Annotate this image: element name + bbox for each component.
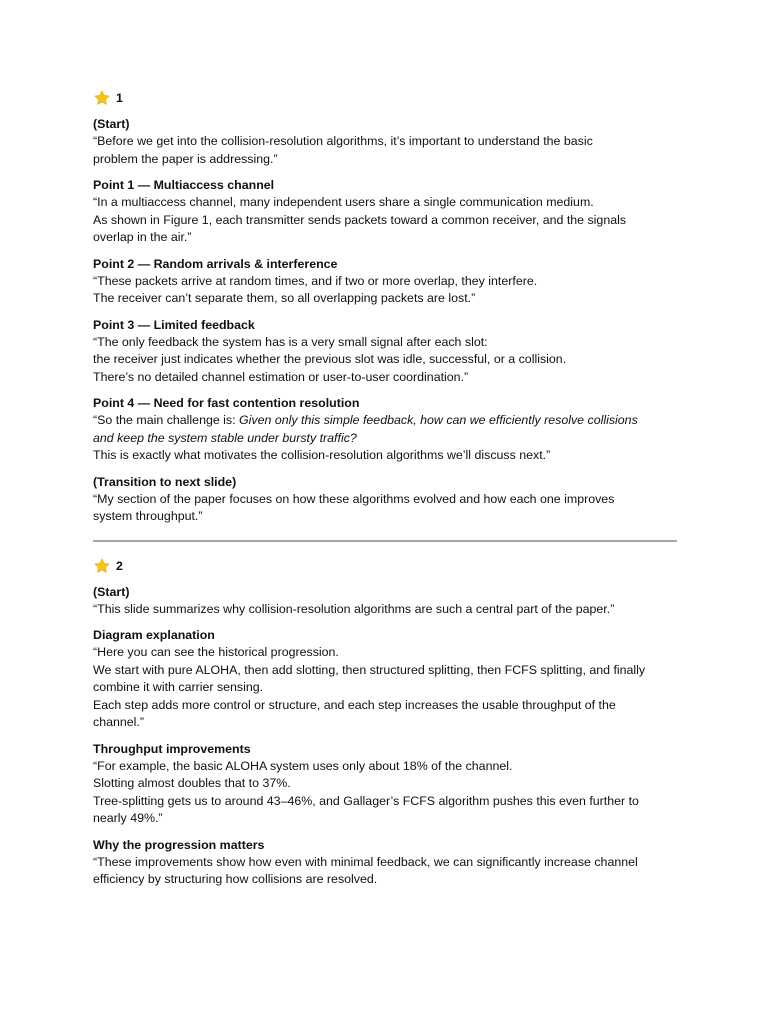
text-line: “These improvements show how even with minimal feedback, we can significantly increase channel	[93, 854, 638, 869]
text-line: the receiver just indicates whether the previous slot was idle, successful, or a collision.	[93, 352, 567, 366]
text-line: The receiver can’t separate them, so all overlapping packets are lost.”	[93, 291, 476, 305]
slide-number: 2	[116, 558, 123, 573]
text-line: channel.”	[93, 715, 144, 729]
text-line: “Before we get into the collision-resolution algorithms, it’s important to understand the basic	[93, 134, 593, 148]
italic-text: Given only this simple feedback, how can we efficiently resolve collisions	[239, 413, 638, 427]
star-icon	[93, 89, 111, 107]
section-start	[93, 584, 677, 619]
slide-2-header	[93, 556, 677, 576]
text-line: “These packets arrive at random times, and if two or more overlap, they interfere.	[93, 273, 538, 288]
text-line: “My section of the paper focuses on how these algorithms evolved and how each one improves	[93, 491, 615, 506]
text-line: nearly 49%.”	[93, 811, 163, 825]
text-line: This is exactly what motivates the collision-resolution algorithms we’ll discuss next.”	[93, 448, 551, 462]
slide-2-notes	[93, 556, 677, 889]
section-heading: Why the progression matters	[93, 837, 265, 852]
section-heading: Diagram explanation	[93, 628, 215, 642]
section-diagram-explanation	[93, 627, 677, 732]
text-line	[93, 412, 677, 430]
text-line: problem the paper is addressing.”	[93, 151, 278, 166]
text-line: system throughput.”	[93, 509, 203, 523]
section-point-3	[93, 317, 677, 387]
section-heading: (Start)	[93, 584, 130, 599]
section-point-4	[93, 395, 677, 465]
slide-number: 1	[116, 91, 123, 105]
section-transition	[93, 474, 677, 526]
section-throughput-improvements	[93, 741, 677, 828]
text-line: As shown in Figure 1, each transmitter sends packets toward a common receiver, and the signals	[93, 212, 627, 227]
section-heading: Point 1 — Multiaccess channel	[93, 178, 275, 192]
section-heading: Point 4 — Need for fast contention resolution	[93, 396, 360, 410]
section-heading: (Start)	[93, 117, 130, 131]
text-line: “This slide summarizes why collision-resolution algorithms are such a central part of the paper.”	[93, 601, 615, 616]
text-line: Slotting almost doubles that to 37%.	[93, 776, 291, 790]
text-line: efficiency by structuring how collisions are resolved.	[93, 872, 378, 886]
document-page	[93, 88, 677, 898]
section-point-1	[93, 177, 677, 247]
section-heading: Point 2 — Random arrivals & interference	[93, 256, 338, 271]
text-line: overlap in the air.”	[93, 230, 192, 244]
text-line: “In a multiaccess channel, many independent users share a single communication medium.	[93, 195, 594, 209]
section-why-progression-matters	[93, 837, 677, 889]
text-line: “Here you can see the historical progression.	[93, 645, 339, 659]
text-line: Each step adds more control or structure, and each step increases the usable throughput of the	[93, 697, 616, 712]
italic-text: and keep the system stable under bursty traffic?	[93, 430, 357, 445]
text-line: Tree-splitting gets us to around 43–46%, and Gallager’s FCFS algorithm pushes this even further to	[93, 793, 639, 808]
slide-1-notes	[93, 88, 677, 526]
section-heading: (Transition to next slide)	[93, 474, 237, 489]
text-prefix: “So the main challenge is:	[93, 413, 240, 427]
star-icon	[93, 557, 111, 575]
section-point-2	[93, 256, 677, 308]
text-line: We start with pure ALOHA, then add slotting, then structured splitting, then FCFS splitting, and finally	[93, 662, 646, 677]
slide-divider	[93, 540, 677, 542]
text-line	[93, 430, 677, 448]
text-line: “The only feedback the system has is a very small signal after each slot:	[93, 334, 488, 349]
text-line: There’s no detailed channel estimation or user-to-user coordination.”	[93, 369, 469, 384]
section-heading: Throughput improvements	[93, 741, 251, 756]
section-start	[93, 116, 677, 168]
text-line: combine it with carrier sensing.	[93, 680, 264, 694]
slide-1-header	[93, 88, 677, 108]
section-heading: Point 3 — Limited feedback	[93, 317, 255, 332]
text-line: “For example, the basic ALOHA system uses only about 18% of the channel.	[93, 758, 513, 773]
